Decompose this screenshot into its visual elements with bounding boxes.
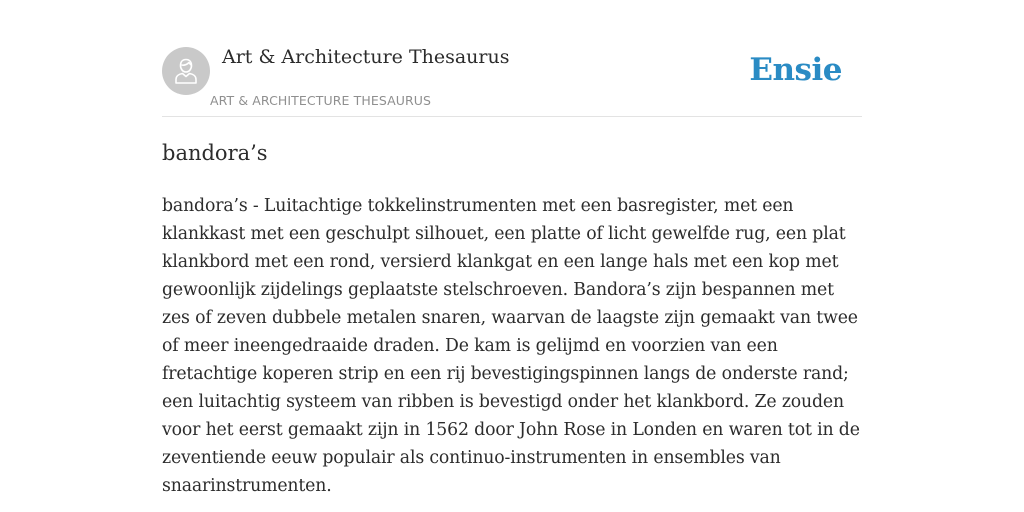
source-title[interactable]: Art & Architecture Thesaurus xyxy=(222,46,510,68)
definition-text: bandora’s - Luitachtige tokkelinstrumenten met een basregister, met een klankkast met een geschulpt silhouet, een platte of licht gewelfde rug, een plat klankbord met een rond, versierd klankgat en een lange hals met een kop met gewoonlijk zijdelings geplaatste stelschroeven. Bandora’s zijn bespannen met zes of zeven dubbele metalen snaren, waarvan de laagste zijn gemaakt van twee of meer ineengedraaide draden. De kam is gelijmd en voorzien van een fretachtige koperen strip en een rij bevestigingspinnen langs de onderste rand; een luitachtig systeem van ribben is bevestigd onder het klankbord. Ze zouden voor het eerst gemaakt zijn in 1562 door John Rose in Londen en waren tot in de zeventiende eeuw populair als continuo-instrumenten in ensembles van snaarinstrumenten. xyxy=(162,196,860,496)
user-icon xyxy=(173,57,199,85)
entry-header xyxy=(162,40,862,117)
ensie-logo-link[interactable]: Ensie xyxy=(749,52,842,88)
avatar[interactable] xyxy=(162,47,210,95)
source-subtitle[interactable]: ART & ARCHITECTURE THESAURUS xyxy=(210,93,432,108)
page-title: bandora’s xyxy=(162,141,268,165)
